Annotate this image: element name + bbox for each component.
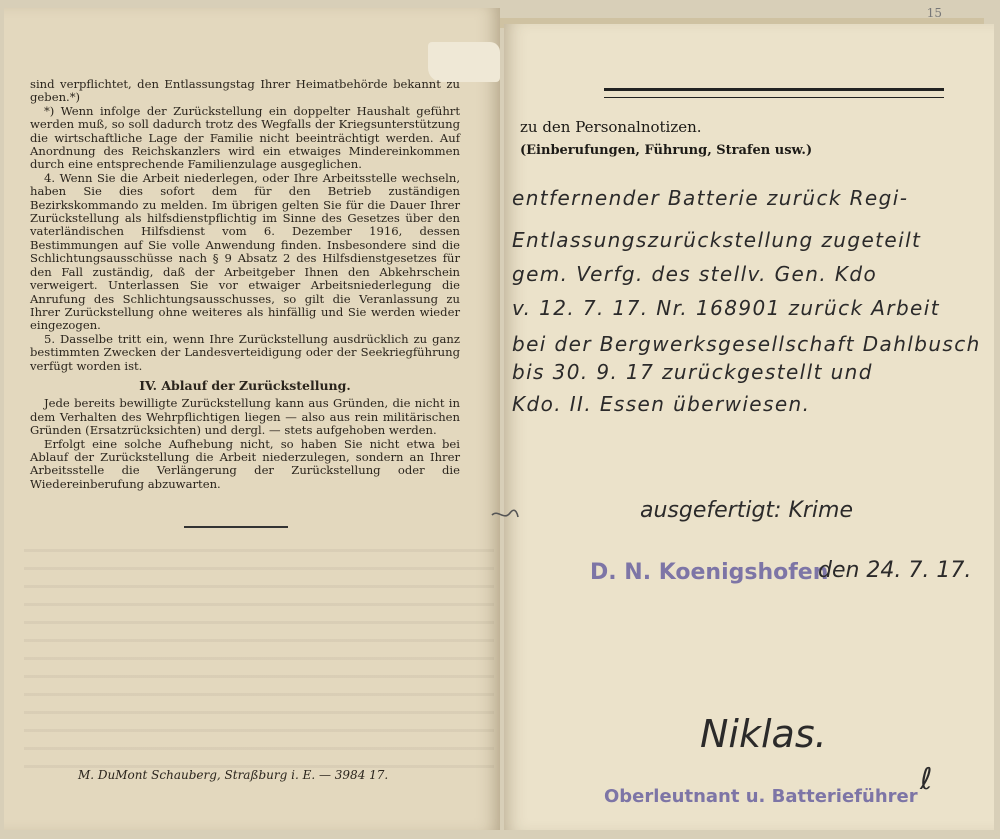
handwritten-line-5: bei der Bergwerksgesellschaft Dahlbusch xyxy=(512,332,981,356)
handwritten-line-6: bis 30. 9. 17 zurückgestellt und xyxy=(512,360,873,384)
header-rule-thin xyxy=(604,97,944,98)
printer-imprint: M. DuMont Schauberg, Straßburg i. E. — 3984 17. xyxy=(78,768,389,782)
section-heading: IV. Ablauf der Zurückstellung. xyxy=(139,377,351,393)
left-page xyxy=(4,8,500,830)
handwritten-date: den 24. 7. 17. xyxy=(818,558,972,583)
paragraph-iv-1: Jede bereits bewilligte Zurückstellung kann aus Gründen, die nicht in dem Verhalten des Wehrpflichtigen liegen — also aus rein militärischen Gründen (Ersatzrücksichten) und dergl. — stets aufgehoben werden. xyxy=(30,396,460,438)
paragraph-intro: sind verpflichtet, den Entlassungstag Ihrer Heimatbehörde bekannt zu geben.*) xyxy=(30,77,460,105)
handwritten-line-7: Kdo. II. Essen überwiesen. xyxy=(512,392,811,416)
handwritten-line-3: gem. Verfg. des stellv. Gen. Kdo xyxy=(512,262,878,286)
paragraph-5: 5. Dasselbe tritt ein, wenn Ihre Zurückstellung ausdrücklich zu ganz bestimmten Zwecken der Landesverteidigung oder der Seekriegführung verfügt worden ist. xyxy=(30,331,460,373)
unit-stamp: D. N. Koenigshofen xyxy=(590,560,829,585)
handwritten-initial: ℓ xyxy=(920,762,933,797)
torn-corner xyxy=(428,42,500,82)
handwritten-line-4: v. 12. 7. 17. Nr. 168901 zurück Arbeit xyxy=(512,296,940,320)
header-rule-thick xyxy=(604,88,944,91)
header-title: zu den Personalnotizen. xyxy=(520,118,702,136)
binding-thread-icon xyxy=(490,505,520,525)
paragraph-footnote: *) Wenn infolge der Zurückstellung ein doppelter Haushalt geführt werden muß, so soll dadurch trotz des Wegfalls der Kriegsunterstützung die wirtschaftliche Lage der Familie nicht beeinträchtigt werden. Auf Anordnung des Reichskanzlers wird ein etwaiges Mindereinkommen durch eine entsprechende Familienzulage ausgeglichen. xyxy=(30,103,460,172)
signature: Niklas. xyxy=(700,712,827,756)
bleed-through-text xyxy=(24,548,494,768)
page-number: 15 xyxy=(926,6,942,20)
handwritten-line-1: entfernender Batterie zurück Regi- xyxy=(512,186,909,210)
handwritten-line-2: Entlassungszurückstellung zugeteilt xyxy=(512,228,922,252)
rank-stamp: Oberleutnant u. Batterieführer xyxy=(604,786,918,807)
left-page-text xyxy=(30,78,460,491)
handwritten-signoff: ausgefertigt: Krime xyxy=(640,498,853,523)
paragraph-4: 4. Wenn Sie die Arbeit niederlegen, oder Ihre Arbeitsstelle wechseln, haben Sie dies sofort dem für den Betrieb zuständigen Bezirkskommando zu melden. Im übrigen gelten Sie für die Dauer Ihrer Zurückstellung als hilfsdienstpflichtig im Sinne des Gesetzes über den vaterländischen Hilfsdienst vom 6. Dezember 1916, dessen Bestimmungen auf Sie volle Anwendung finden. Insbesondere sind die Schlichtungsausschüsse nach § 9 Absatz 2 des Hilfsdienstgesetzes für den Fall zuständig, daß der Arbeitgeber Ihnen den Abkehrschein verweigert. Unterlassen Sie vor etwaiger Arbeitsniederlegung die Anrufung des Schlichtungsausschusses, so gilt die Veranlassung zu Ihrer Zurückstellung ohne weiteres als hinfällig und Sie werden wieder eingezogen. xyxy=(30,170,460,333)
divider-rule xyxy=(184,526,288,528)
paragraph-iv-2: Erfolgt eine solche Aufhebung nicht, so haben Sie nicht etwa bei Ablauf der Zurückstellung die Arbeit niederzulegen, sondern an Ihrer Arbeitsstelle die Verlängerung der Zurückstellung oder die Wiedereinberufung abzuwarten. xyxy=(30,436,460,491)
header-subtitle: (Einberufungen, Führung, Strafen usw.) xyxy=(520,143,813,158)
